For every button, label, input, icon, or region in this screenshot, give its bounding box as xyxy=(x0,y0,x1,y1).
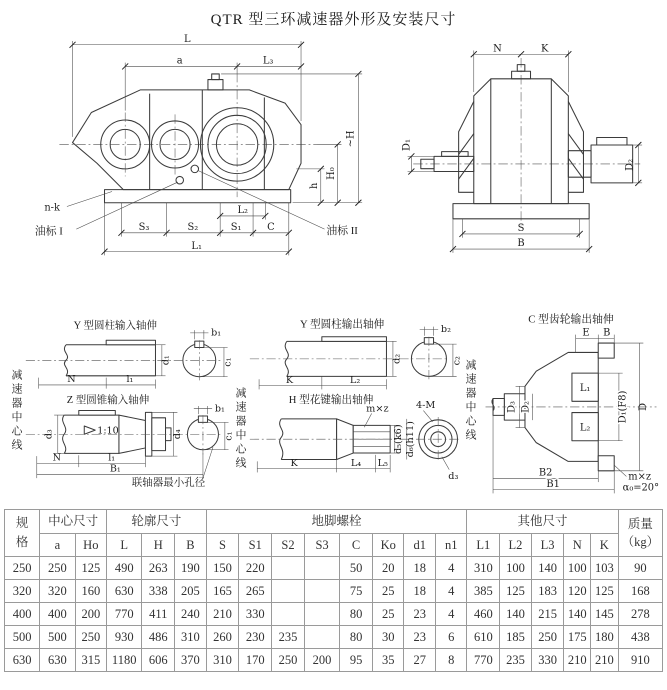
table-cell: 910 xyxy=(618,649,662,672)
table-cell: 630 xyxy=(40,649,75,672)
column-header: L2 xyxy=(500,533,532,556)
table-cell xyxy=(304,602,339,625)
table-cell: 4 xyxy=(435,579,467,602)
dim-label-L1: L₁ xyxy=(579,383,591,395)
table-cell: 18 xyxy=(404,579,436,602)
dim-label-D: D xyxy=(638,403,650,412)
module-label: m×z xyxy=(628,471,652,483)
table-cell xyxy=(272,579,305,602)
output-shaft-column xyxy=(234,313,464,495)
table-cell: 18 xyxy=(404,556,436,579)
column-header: Ko xyxy=(372,533,404,556)
table-cell: 168 xyxy=(618,579,662,602)
z-input-title: Z 型圆锥输入轴伸 xyxy=(66,395,150,407)
dim-label-L: L xyxy=(183,33,191,45)
mounting-tab-top xyxy=(598,343,614,358)
dim-label-K: K xyxy=(290,458,298,470)
table-cell: 200 xyxy=(75,602,107,625)
table-cell: 330 xyxy=(239,602,272,625)
end-view-drawing xyxy=(400,41,644,264)
table-cell: 310 xyxy=(206,649,239,672)
column-header: n1 xyxy=(435,533,467,556)
dim-label-L4: L₄ xyxy=(350,458,362,470)
table-cell: 80 xyxy=(340,602,373,625)
dim-label-S: S xyxy=(517,223,525,235)
dim-label-D3: D₃ xyxy=(506,401,518,414)
column-header-spec: 规格 xyxy=(5,510,40,556)
group-header-outline: 轮廓尺寸 xyxy=(107,510,207,533)
column-header: S xyxy=(206,533,239,556)
dim-label-b1: b₁ xyxy=(214,403,225,415)
mounting-tab-bottom xyxy=(598,456,614,471)
table-cell: 400 xyxy=(5,602,40,625)
table-cell: 250 xyxy=(75,626,107,649)
table-cell: 125 xyxy=(75,556,107,579)
column-header: L xyxy=(107,533,142,556)
table-cell: 160 xyxy=(75,579,107,602)
input-shaft-column xyxy=(10,313,234,495)
table-cell: 215 xyxy=(531,602,564,625)
table-cell xyxy=(304,579,339,602)
table-cell: 1180 xyxy=(107,649,142,672)
table-cell: 8 xyxy=(435,649,467,672)
table-cell: 250 xyxy=(5,556,40,579)
centerlines xyxy=(413,58,640,228)
table-cell: 90 xyxy=(618,556,662,579)
dim-label-D1: D₁(F8) xyxy=(617,390,629,424)
table-cell: 235 xyxy=(500,649,532,672)
dim-label-D2: D₂ xyxy=(624,158,636,171)
table-cell: 80 xyxy=(340,626,373,649)
column-header: H xyxy=(142,533,175,556)
table-cell xyxy=(304,556,339,579)
table-cell: 6 xyxy=(435,626,467,649)
dimension-lines xyxy=(67,41,362,255)
table-body xyxy=(5,556,663,672)
table-cell: 210 xyxy=(206,602,239,625)
table-cell: 260 xyxy=(206,626,239,649)
dim-label-d2: d₂ xyxy=(391,354,403,365)
table-cell: 310 xyxy=(467,556,500,579)
column-header: S3 xyxy=(304,533,339,556)
table-cell: 75 xyxy=(340,579,373,602)
dim-label-K: K xyxy=(285,375,294,387)
table-cell: 500 xyxy=(5,626,40,649)
table-cell: 145 xyxy=(590,602,618,625)
dim-label-B: B xyxy=(603,327,611,339)
h-output-title: H 型花键输出轴伸 xyxy=(288,395,374,407)
taper-label: 1:10 xyxy=(97,425,119,437)
table-cell: 610 xyxy=(467,626,500,649)
table-cell: 210 xyxy=(590,649,618,672)
column-header: d1 xyxy=(404,533,436,556)
column-header: L1 xyxy=(467,533,500,556)
table-cell xyxy=(272,556,305,579)
housing-outline xyxy=(73,74,301,203)
table-cell: 320 xyxy=(5,579,40,602)
centerline-label: 减速器中心线 xyxy=(464,359,476,444)
table-cell: 30 xyxy=(372,626,404,649)
table-cell: 240 xyxy=(175,602,207,625)
centerlines xyxy=(59,73,317,197)
table-cell: 320 xyxy=(40,579,75,602)
table-cell: 411 xyxy=(142,602,175,625)
dim-label-d4: d₄ xyxy=(172,429,184,440)
oil-gauge-1-label: 油标 I xyxy=(34,225,63,238)
y-input-title: Y 型圆柱输入轴伸 xyxy=(73,320,157,332)
table-cell: 370 xyxy=(175,649,207,672)
table-cell: 25 xyxy=(372,602,404,625)
table-cell: 205 xyxy=(175,579,207,602)
dim-label-L3: L₃ xyxy=(262,55,274,67)
dim-label-L1: L₁ xyxy=(191,240,202,252)
table-cell: 140 xyxy=(564,602,590,625)
table-cell: 180 xyxy=(590,626,618,649)
dim-label-c1: c₁ xyxy=(222,357,234,367)
dim-label-d5: d₅(k6) xyxy=(393,424,405,455)
gear-output-column xyxy=(464,313,664,495)
dim-label-H0: H₀ xyxy=(325,167,337,180)
table-group-header-row xyxy=(5,510,663,533)
dim-label-N: N xyxy=(67,374,76,386)
output-shaft-details-drawing xyxy=(248,313,464,495)
dim-label-a: a xyxy=(176,55,183,67)
tapped-holes-label: 4-M xyxy=(416,399,436,411)
table-cell: 4 xyxy=(435,556,467,579)
oil-gauge-2-label: 油标 II xyxy=(326,224,358,237)
table-cell: 210 xyxy=(564,649,590,672)
dim-label-S2: S₂ xyxy=(187,222,199,234)
table-cell: 4 xyxy=(435,602,467,625)
column-header: S2 xyxy=(272,533,305,556)
table-row xyxy=(5,556,663,579)
dimension-table xyxy=(4,509,663,672)
table-cell: 770 xyxy=(467,649,500,672)
label-n-k: n-k xyxy=(44,202,60,214)
c-output-title: C 型齿轮输出轴伸 xyxy=(528,313,614,326)
dim-label-B1: B₁ xyxy=(109,463,121,475)
table-cell: 95 xyxy=(340,649,373,672)
dim-label-l1: l₁ xyxy=(126,374,134,386)
table-cell: 250 xyxy=(272,649,305,672)
table-row xyxy=(5,626,663,649)
table-cell: 438 xyxy=(618,626,662,649)
table-cell: 930 xyxy=(107,626,142,649)
dim-label-d3: d₃ xyxy=(448,471,459,483)
table-cell: 170 xyxy=(239,649,272,672)
side-view-drawing xyxy=(18,31,396,269)
dim-label-c2: c₂ xyxy=(451,356,463,366)
table-cell: 338 xyxy=(142,579,175,602)
dim-label-D1: D₁ xyxy=(401,139,413,151)
table-cell: 140 xyxy=(500,602,532,625)
dim-label-B: B xyxy=(517,238,525,250)
coupling-note: 联轴器最小孔径 xyxy=(131,477,206,489)
table-cell: 310 xyxy=(175,626,207,649)
dim-label-K: K xyxy=(540,43,549,55)
dim-label-N: N xyxy=(52,452,62,464)
dim-label-L5: L₅ xyxy=(377,458,388,470)
table-cell: 400 xyxy=(40,602,75,625)
table-cell: 250 xyxy=(40,556,75,579)
table-cell: 35 xyxy=(372,649,404,672)
dim-label-b1: b₁ xyxy=(211,327,222,339)
table-cell: 200 xyxy=(304,649,339,672)
main-views xyxy=(0,31,667,269)
table-cell: 23 xyxy=(404,602,436,625)
table-cell: 278 xyxy=(618,602,662,625)
table-cell: 100 xyxy=(564,556,590,579)
column-header: K xyxy=(590,533,618,556)
dim-label-L2: L₂ xyxy=(349,375,361,387)
dim-label-S3: S₃ xyxy=(138,222,150,234)
column-header: Ho xyxy=(75,533,107,556)
dim-label-B1: B1 xyxy=(546,478,560,490)
table-cell: 20 xyxy=(372,556,404,579)
table-cell: 183 xyxy=(531,579,564,602)
table-cell: 190 xyxy=(175,556,207,579)
table-cell xyxy=(304,626,339,649)
table-cell: 235 xyxy=(272,626,305,649)
table-row xyxy=(5,602,663,625)
centerline-label: 减速器中心线 xyxy=(10,369,22,454)
table-cell: 263 xyxy=(142,556,175,579)
dim-label-E: E xyxy=(582,327,590,339)
column-header: S1 xyxy=(239,533,272,556)
table-cell: 185 xyxy=(500,626,532,649)
table-cell: 50 xyxy=(340,556,373,579)
table-cell: 175 xyxy=(564,626,590,649)
dim-label-L2: L₂ xyxy=(237,205,248,217)
table-cell: 230 xyxy=(239,626,272,649)
dim-label-B2: B2 xyxy=(538,467,553,479)
pressure-angle-label: α₀=20° xyxy=(622,482,660,494)
table-cell xyxy=(272,602,305,625)
table-cell: 630 xyxy=(107,579,142,602)
table-cell: 500 xyxy=(40,626,75,649)
table-row xyxy=(5,649,663,672)
gear-output-drawing xyxy=(478,313,664,495)
table-cell: 23 xyxy=(404,626,436,649)
dim-label-S1: S₁ xyxy=(230,222,242,234)
table-cell: 27 xyxy=(404,649,436,672)
dim-label-h: h xyxy=(309,182,321,190)
table-cell: 100 xyxy=(500,556,532,579)
dim-label-b2: b₂ xyxy=(440,324,452,336)
table-cell: 140 xyxy=(531,556,564,579)
housing-outline xyxy=(421,65,633,219)
table-cell: 25 xyxy=(372,579,404,602)
table-cell: 265 xyxy=(239,579,272,602)
dim-label-l1: l₁ xyxy=(108,452,116,464)
y-output-title: Y 型圆柱输出轴伸 xyxy=(300,319,385,331)
table-cell: 103 xyxy=(590,556,618,579)
column-header: L3 xyxy=(531,533,564,556)
table-cell: 385 xyxy=(467,579,500,602)
page-title: QTR 型三环减速器外形及安装尺寸 xyxy=(210,12,457,28)
column-header-mass: 质量 （kg） xyxy=(618,510,662,556)
column-header: B xyxy=(175,533,207,556)
table-row xyxy=(5,579,663,602)
shaft-detail-section xyxy=(0,313,667,495)
dim-label-N: N xyxy=(493,43,502,55)
column-header: N xyxy=(564,533,590,556)
dim-label-D2: D₂ xyxy=(520,401,532,414)
table-cell: 125 xyxy=(590,579,618,602)
module-label: m×z xyxy=(366,403,389,415)
table-cell: 490 xyxy=(107,556,142,579)
table-cell: 165 xyxy=(206,579,239,602)
table-cell: 330 xyxy=(531,649,564,672)
column-header: C xyxy=(340,533,373,556)
dim-label-c1: c₁ xyxy=(223,431,234,441)
table-cell: 606 xyxy=(142,649,175,672)
table-subheader-row xyxy=(5,533,663,556)
input-shaft-details-drawing xyxy=(24,313,234,495)
table-cell: 220 xyxy=(239,556,272,579)
table-cell: 460 xyxy=(467,602,500,625)
dim-label-d6: d₆(h11) xyxy=(405,421,417,458)
dim-label-C: C xyxy=(267,222,275,234)
table-cell: 486 xyxy=(142,626,175,649)
table-cell: 120 xyxy=(564,579,590,602)
table-cell: 150 xyxy=(206,556,239,579)
dim-label-H: ~H xyxy=(345,130,357,148)
dim-label-d1: d₁ xyxy=(160,355,172,366)
group-header-bolts: 地脚螺栓 xyxy=(206,510,467,533)
table-cell: 315 xyxy=(75,649,107,672)
column-header: a xyxy=(40,533,75,556)
table-cell: 125 xyxy=(500,579,532,602)
table-cell: 630 xyxy=(5,649,40,672)
dim-label-L2: L₂ xyxy=(579,422,591,434)
group-header-center: 中心尺寸 xyxy=(40,510,107,533)
centerline-label: 减速器中心线 xyxy=(234,387,246,472)
dim-label-d3: d₃ xyxy=(43,429,55,440)
table-cell: 770 xyxy=(107,602,142,625)
group-header-other: 其他尺寸 xyxy=(467,510,618,533)
table-cell: 250 xyxy=(531,626,564,649)
